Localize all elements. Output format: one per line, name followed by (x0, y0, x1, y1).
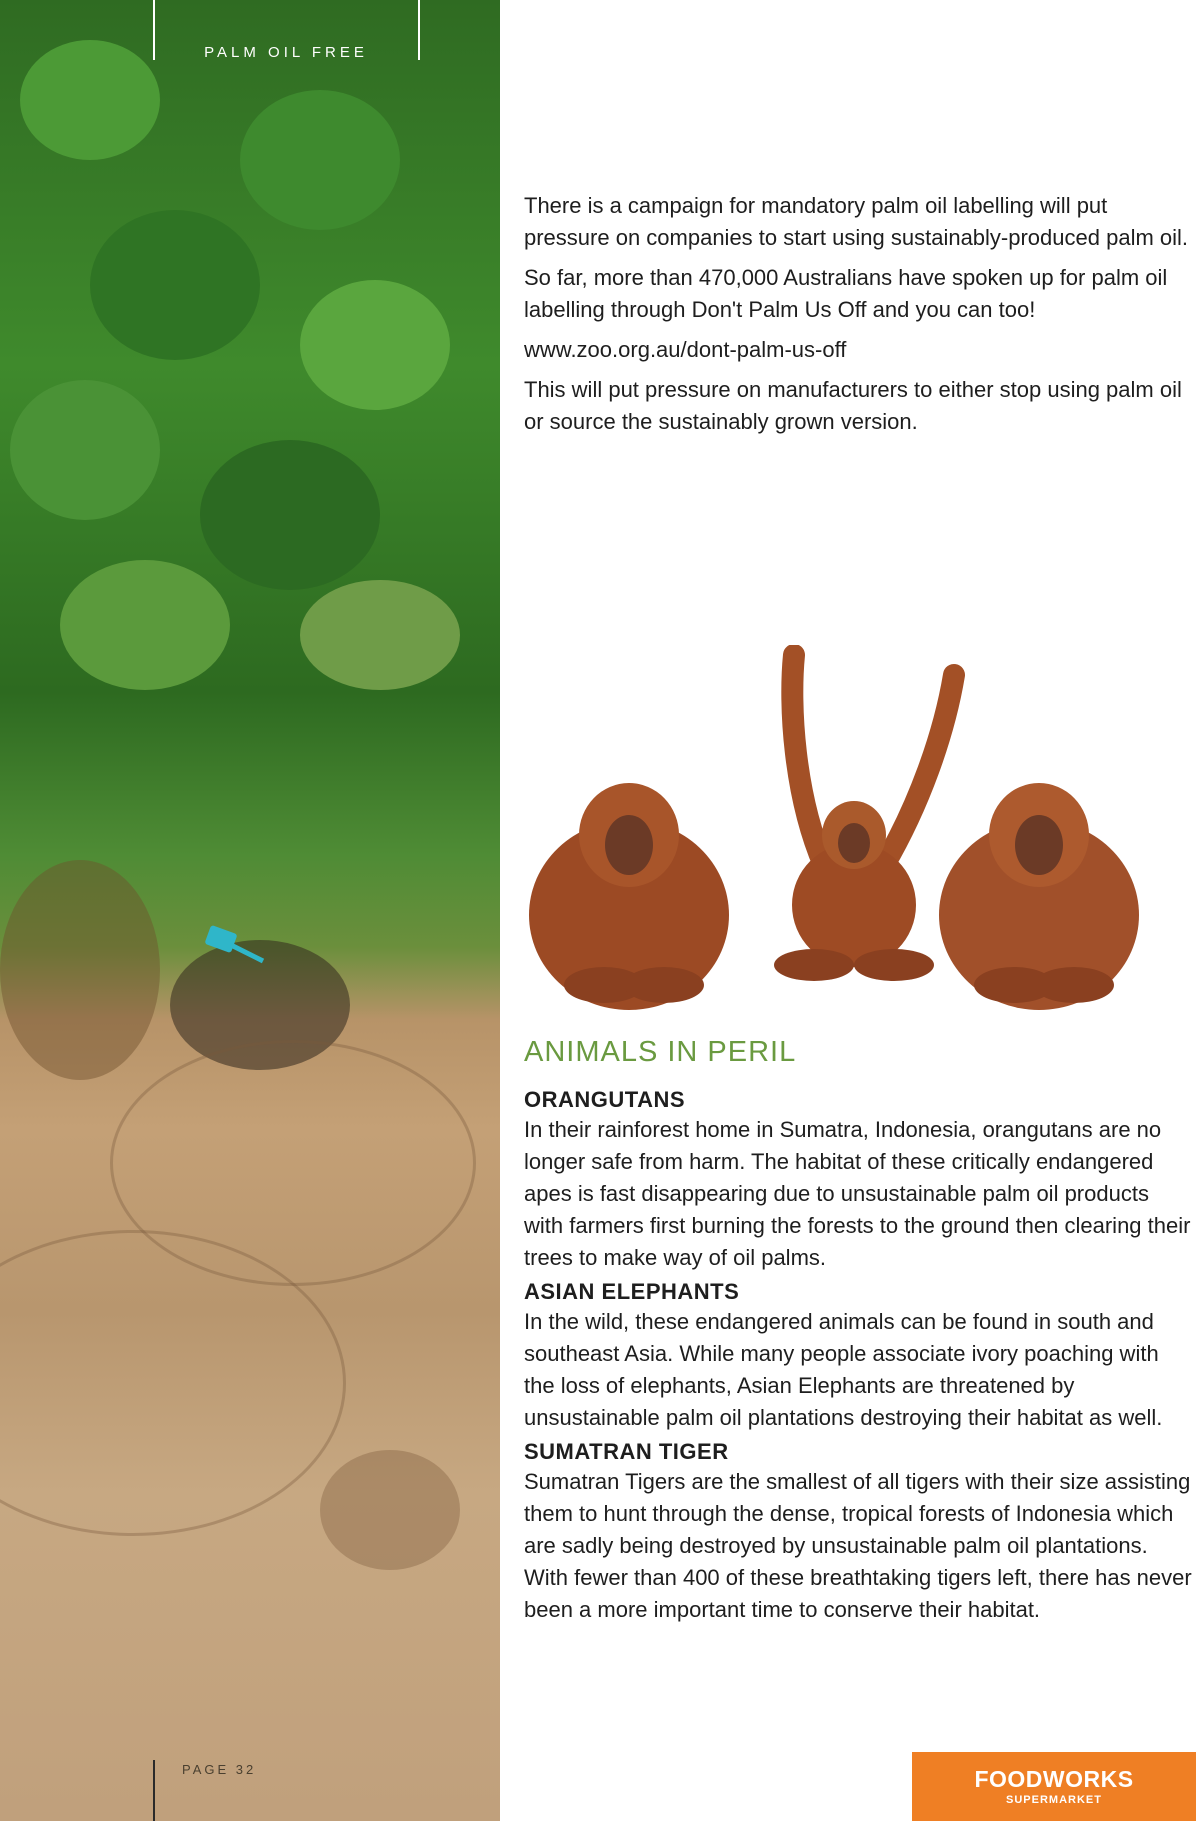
paragraph: This will put pressure on manufacturers to either stop using palm oil or source the sustainably grown version. (524, 377, 1182, 434)
soil-patch (320, 1450, 460, 1570)
tree-canopy (10, 380, 160, 520)
logo-subtitle: SUPERMARKET (1006, 1794, 1102, 1806)
paragraph: So far, more than 470,000 Australians have spoken up for palm oil labelling through Don't Palm Us Off and you can too! (524, 265, 1168, 322)
section-heading: ANIMALS IN PERIL (524, 1036, 797, 1068)
animal-name: ASIAN ELEPHANTS (524, 1279, 740, 1304)
orangutan-figure (774, 655, 954, 981)
aerial-deforestation-photo (0, 0, 500, 1821)
animal-name: SUMATRAN TIGER (524, 1439, 729, 1464)
header-rule (418, 0, 420, 60)
tree-canopy (90, 210, 260, 360)
tree-canopy (300, 280, 450, 410)
soil-patch (0, 860, 160, 1080)
section-label: PALM OIL FREE (204, 44, 368, 61)
orangutans-image (524, 645, 1154, 1015)
header-rule (153, 0, 155, 60)
tree-canopy (60, 560, 230, 690)
orangutan-figure (939, 783, 1139, 1010)
tree-canopy (20, 40, 160, 160)
intro-text (524, 190, 1194, 446)
foodworks-logo (912, 1752, 1196, 1821)
campaign-link[interactable]: www.zoo.org.au/dont-palm-us-off (524, 337, 847, 362)
animal-description: In their rainforest home in Sumatra, Indonesia, orangutans are no longer safe from harm. The habitat of these critically endangered apes is fast disappearing due to unsustainable palm oil products with farmers first burning the forests to the ground then clearing their trees to make way of oil palms. (524, 1117, 1191, 1270)
logo-wordmark: FOODWORKS (974, 1766, 1134, 1792)
animals-list (524, 1086, 1194, 1630)
paragraph: There is a campaign for mandatory palm oil labelling will put pressure on companies to start using sustainably-produced palm oil. (524, 193, 1189, 250)
page-number: PAGE 32 (182, 1762, 257, 1777)
footer-rule (153, 1760, 155, 1821)
animal-description: Sumatran Tigers are the smallest of all tigers with their size assisting them to hunt through the dense, tropical forests of Indonesia which are sadly being destroyed by unsustainable palm oil plantations. With fewer than 400 of these breathtaking tigers left, there has never been a more important time to conserve their habitat. (524, 1469, 1192, 1622)
tree-canopy (200, 440, 380, 590)
excavator (205, 925, 265, 965)
animal-name: ORANGUTANS (524, 1087, 686, 1112)
tree-canopy (240, 90, 400, 230)
animal-description: In the wild, these endangered animals can be found in south and southeast Asia. While many people associate ivory poaching with the loss of elephants, Asian Elephants are threatened by unsustainable palm oil plantations destroying their habitat as well. (524, 1309, 1163, 1430)
orangutan-figure (529, 783, 729, 1010)
tree-canopy (300, 580, 460, 690)
